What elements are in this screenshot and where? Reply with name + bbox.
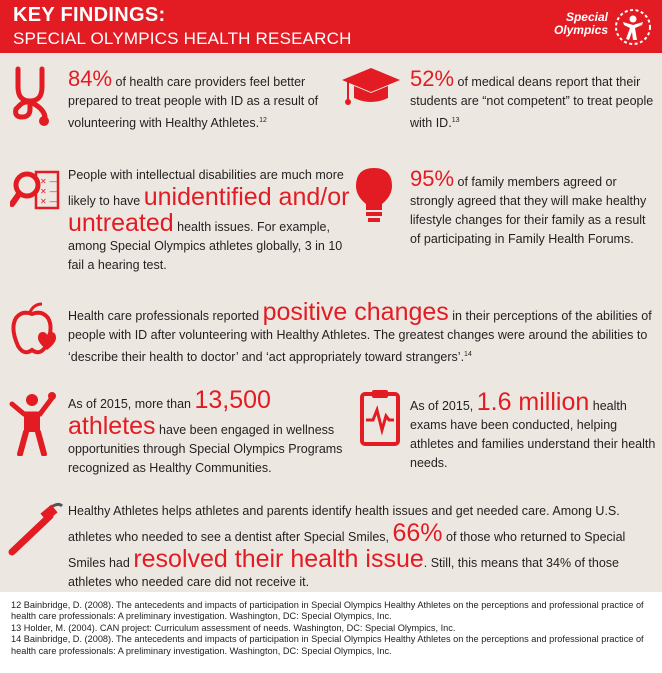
stat-1-6-million: 1.6 million [476, 388, 590, 416]
athlete-icon [8, 390, 60, 456]
footnote-13: 13 Holder, M. (2004). CAN project: Curriculum assessment of needs. Washington, DC: Special Olympics, Inc. [11, 622, 456, 633]
magnifier-checklist-icon [10, 168, 62, 216]
apple-heart-icon [8, 302, 60, 358]
stat-unidentified: unidentified and/or untreated [68, 183, 350, 237]
clipboard-heartbeat-icon [360, 388, 400, 446]
finding-health-exams: As of 2015, 1.6 million health exams have been conducted, helping athletes and families understand their health needs. [410, 388, 656, 470]
stat-52: 52% [410, 66, 455, 91]
finding-family: 95% of family members agreed or strongly agreed that they will make healthy lifestyle changes for their family as a result of participating in Family Health Forums. [410, 166, 647, 246]
footnotes [0, 592, 662, 673]
stat-95: 95% [410, 166, 455, 191]
stethoscope-icon [8, 65, 58, 127]
finding-positive-changes: Health care professionals reported positive changes in their perceptions of the abilities of people with ID after volunteering with Healthy Athletes. The greatest changes were around the abilities to ‘describe their health to doctor’ and ‘act appropriately toward strangers’.$^{14}$ [68, 298, 652, 365]
graduation-cap-icon [340, 66, 402, 108]
footnote-14: 14 Bainbridge, D. (2008). The antecedents and impacts of participation in Special Olympics Healthy Athletes on the perceptions and professional practice of health care professionals: A preliminary investigation. Washington, DC: Special Olympics, Inc. [11, 634, 644, 656]
stat-resolved: resolved their health issue [133, 545, 424, 573]
toothbrush-icon [6, 498, 64, 556]
finding-deans: 52% of medical deans report that their students are “not competent” to treat people with ID.$^{13}$ [410, 66, 654, 131]
page-subtitle: SPECIAL OLYMPICS HEALTH RESEARCH [13, 29, 352, 48]
svg-text:✕ —: ✕ — [40, 187, 58, 196]
finding-special-smiles: Healthy Athletes helps athletes and parents identify health issues and get needed care. Among U.S. athletes who needed to see a dentist after Special Smiles, 66% of those who returned to Special Smiles had resolved their health issue. Still, this means that 34% of those athletes who needed care did not receive it. [68, 504, 626, 589]
finding-unidentified: People with intellectual disabilities are much more likely to have unidentified and/or untreated health issues. For example, among Special Olympics athletes globally, 3 in 10 fail a hearing test. [68, 168, 350, 272]
svg-text:✕ —: ✕ — [40, 177, 58, 186]
stat-84: 84% [68, 66, 113, 91]
footnote-12: 12 Bainbridge, D. (2008). The antecedents and impacts of participation in Special Olympics Healthy Athletes on the perceptions and professional practice of health care professionals: A preliminary investigation. Washington, DC: Special Olympics, Inc. [11, 600, 644, 622]
finding-providers: 84% of health care providers feel better prepared to treat people with ID as a result of volunteering with Healthy Athletes.$^{12}$ [68, 66, 319, 131]
lightbulb-icon [354, 166, 394, 224]
logo-wordmark: Special Olympics [553, 10, 608, 37]
page-title: KEY FINDINGS: [13, 4, 166, 26]
stat-positive-changes: positive changes [262, 298, 449, 326]
svg-text:✕ —: ✕ — [40, 197, 58, 206]
finding-athletes: As of 2015, more than 13,500 athletes have been engaged in wellness opportunities through Special Olympics Programs recognized as Healthy Communities. [68, 386, 343, 475]
header-banner [0, 0, 662, 53]
special-olympics-logo-icon [612, 7, 654, 47]
stat-13500-athletes: 13,500 athletes [68, 386, 271, 440]
stat-66: 66% [392, 519, 443, 547]
